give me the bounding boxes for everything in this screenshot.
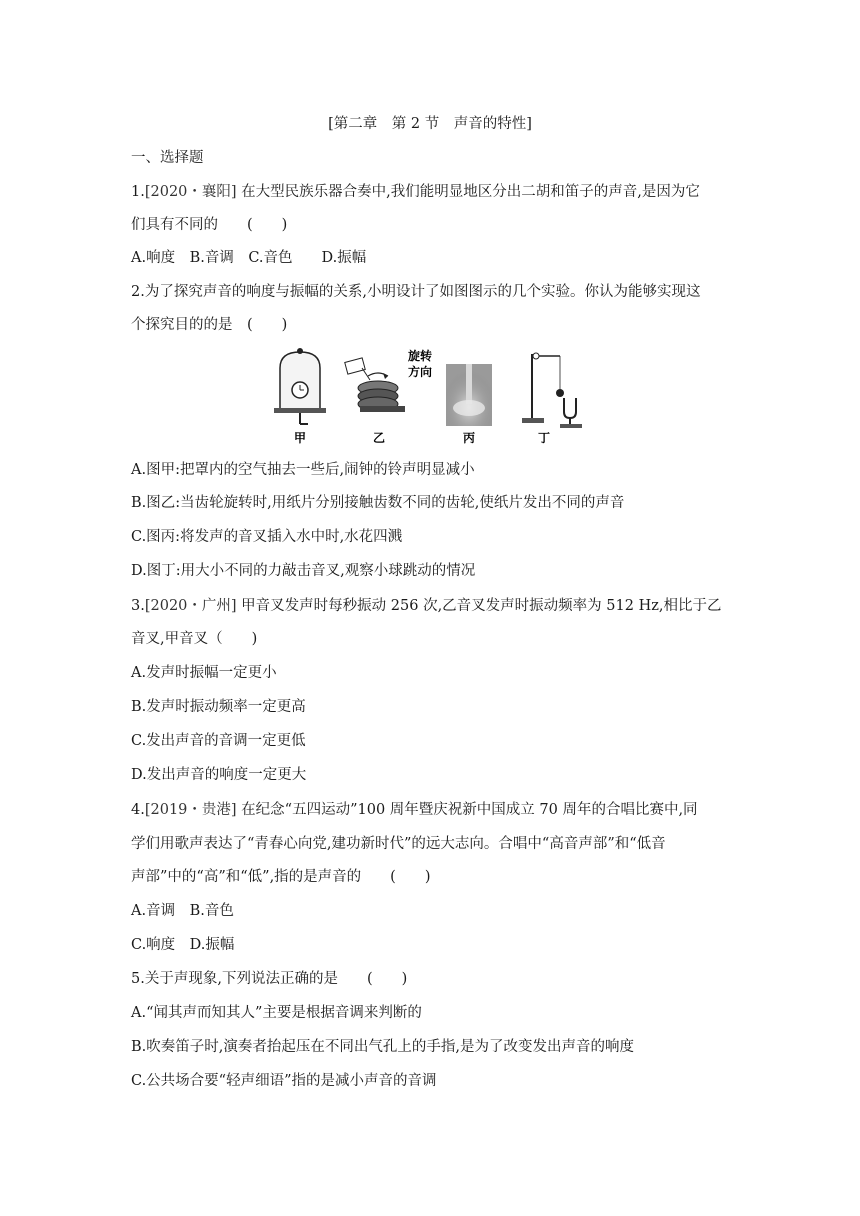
question-5-option-a: A.“闻其声而知其人”主要是根据音调来判断的 (131, 1005, 422, 1021)
experiment-figure (270, 346, 600, 446)
question-1-line-1: 1.[2020・襄阳] 在大型民族乐器合奏中,我们能明显地区分出二胡和笛子的声音,是因为它 (131, 184, 700, 200)
question-2-line-2: 个探究目的的是 ( ) (131, 317, 288, 333)
question-5-option-c: C.公共场合要“轻声细语”指的是减小声音的音调 (131, 1073, 437, 1089)
question-3-option-c: C.发出声音的音调一定更低 (131, 733, 306, 749)
figure-label-jia: 甲 (294, 431, 307, 445)
question-5-option-b: B.吹奏笛子时,演奏者抬起压在不同出气孔上的手指,是为了改变发出声音的响度 (131, 1039, 634, 1055)
question-2-option-b: B.图乙:当齿轮旋转时,用纸片分别接触齿数不同的齿轮,使纸片发出不同的声音 (131, 495, 625, 511)
question-1-line-2: 们具有不同的 ( ) (131, 217, 288, 233)
question-3-line-1: 3.[2020・广州] 甲音叉发声时每秒振动 256 次,乙音叉发声时振动频率为 512 Hz,相比于乙 (131, 598, 722, 614)
tuning-fork-pendulum-illustration (522, 353, 582, 428)
figure-label-bing: 丙 (463, 431, 476, 445)
question-4-options-2: C.响度 D.振幅 (131, 937, 235, 953)
question-4-line-3: 声部”中的“高”和“低”,指的是声音的 ( ) (131, 869, 431, 885)
direction-label: 方向 (408, 365, 433, 379)
section-heading: 一、选择题 (131, 150, 204, 166)
figure-label-yi: 乙 (373, 431, 386, 445)
question-3-line-2: 音叉,甲音叉（ ) (131, 631, 258, 647)
question-1-options: A.响度 B.音调 C.音色 D.振幅 (131, 250, 367, 266)
question-3-option-b: B.发声时振动频率一定更高 (131, 699, 306, 715)
question-2-option-c: C.图丙:将发声的音叉插入水中时,水花四溅 (131, 529, 403, 545)
question-4-line-1: 4.[2019・贵港] 在纪念“五四运动”100 周年暨庆祝新中国成立 70 周年的合唱比赛中,同 (131, 802, 698, 818)
figure-label-ding: 丁 (538, 431, 551, 445)
bell-jar-illustration (274, 348, 326, 424)
rotation-label: 旋转 (408, 349, 433, 363)
water-splash-illustration (446, 364, 492, 426)
question-5-line-1: 5.关于声现象,下列说法正确的是 ( ) (131, 971, 408, 987)
question-3-option-a: A.发声时振幅一定更小 (131, 665, 277, 681)
gear-wheel-illustration (345, 358, 405, 412)
question-4-options-1: A.音调 B.音色 (131, 903, 234, 919)
question-2-option-d: D.图丁:用大小不同的力敲击音叉,观察小球跳动的情况 (131, 563, 476, 579)
question-4-line-2: 学们用歌声表达了“青春心向党,建功新时代”的远大志向。合唱中“高音声部”和“低音 (131, 836, 666, 852)
question-2-line-1: 2.为了探究声音的响度与振幅的关系,小明设计了如图图示的几个实验。你认为能够实现这 (131, 284, 701, 300)
question-3-option-d: D.发出声音的响度一定更大 (131, 767, 307, 783)
chapter-title: [第二章 第 2 节 声音的特性] (328, 116, 532, 132)
question-2-option-a: A.图甲:把罩内的空气抽去一些后,闹钟的铃声明显减小 (131, 462, 475, 478)
